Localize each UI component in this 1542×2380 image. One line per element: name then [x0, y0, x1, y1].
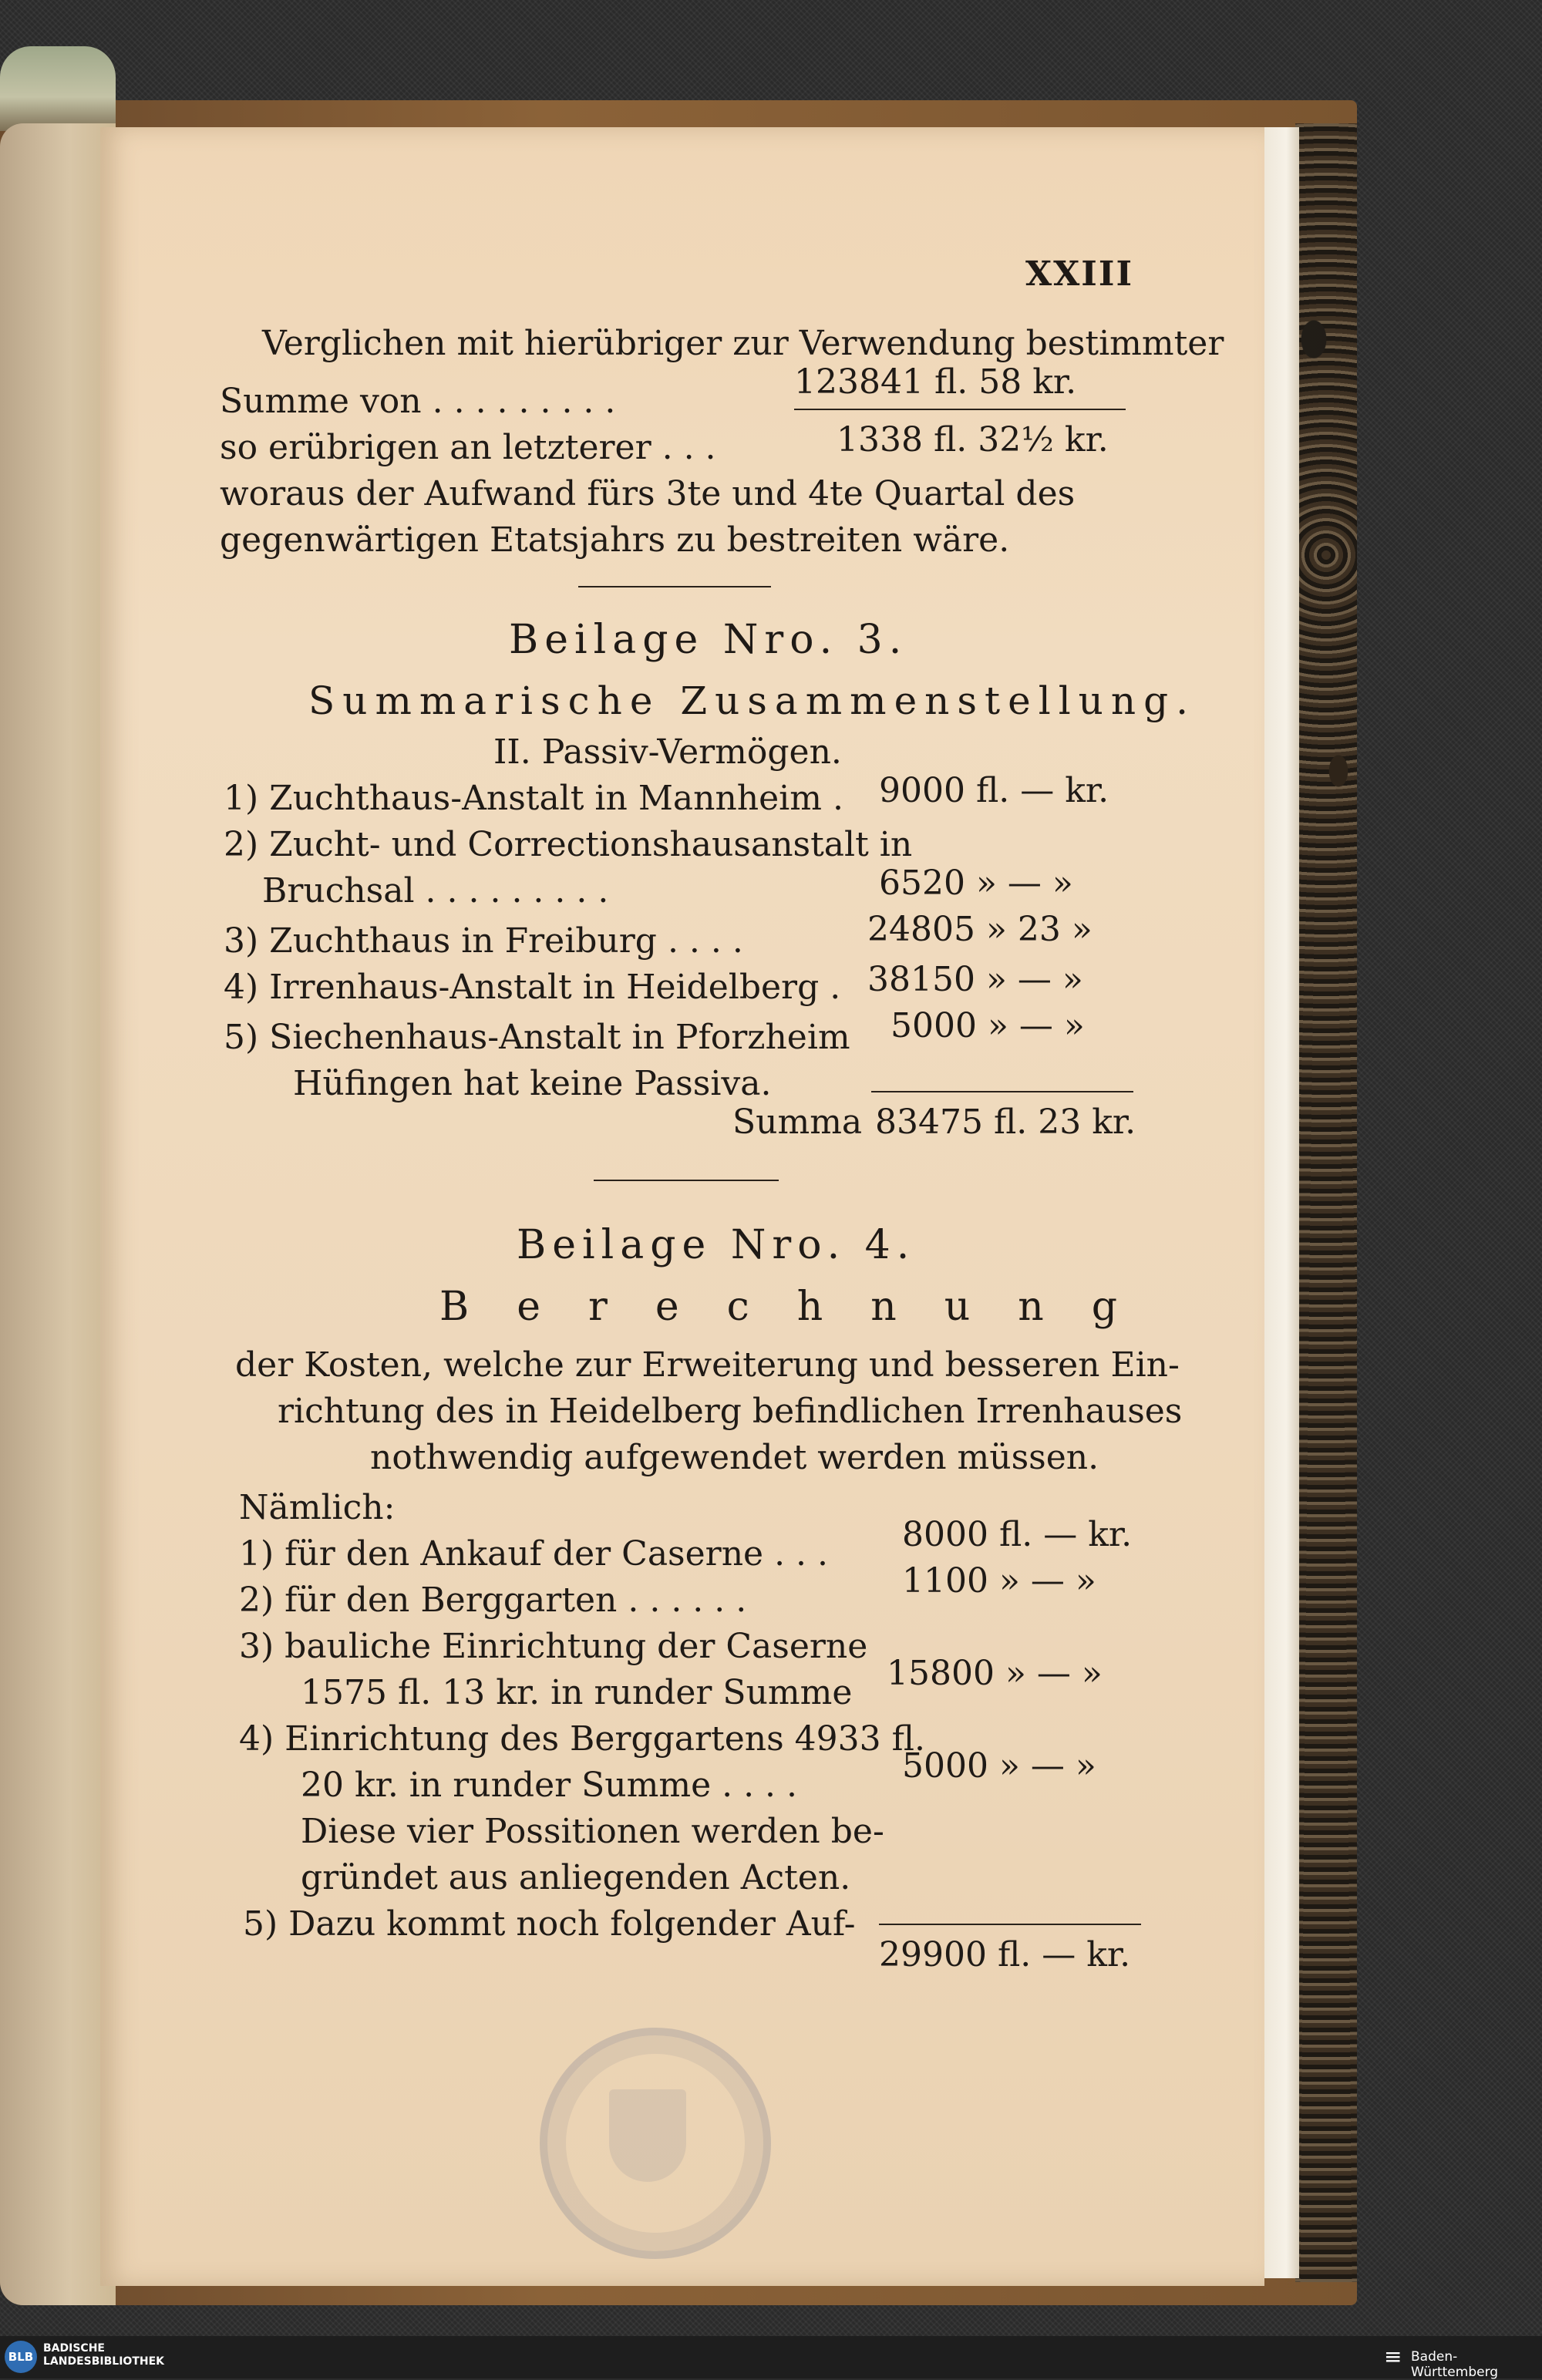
intro-line-4: woraus der Aufwand fürs 3te und 4te Quartal des: [220, 474, 1076, 513]
b4-item-1-amount: 8000 fl. — kr.: [902, 1515, 1133, 1554]
page-number: XXIII: [1025, 254, 1134, 294]
b4-item-7-label: Diese vier Possitionen werden be-: [301, 1812, 884, 1851]
b3-item-1-label: 1) Zuchthaus-Anstalt in Mannheim .: [224, 779, 843, 818]
intro-line-2-amount: 123841 fl. 58 kr.: [794, 362, 1077, 402]
beilage-4-desc-1: der Kosten, welche zur Erweiterung und besseren Ein-: [235, 1345, 1180, 1385]
b4-item-8-label: gründet aus anliegenden Acten.: [301, 1858, 851, 1897]
b4-item-4-amount: 15800 » — »: [887, 1654, 1103, 1693]
beilage-4-desc-3: nothwendig aufgewendet werden müssen.: [370, 1438, 1099, 1477]
b4-item-9-label: 5) Dazu kommt noch folgender Auf-: [243, 1904, 856, 1944]
marbled-cover: [1295, 123, 1357, 2282]
left-page-edge: [0, 123, 116, 2305]
b3-item-3-label: Bruchsal . . . . . . . . .: [262, 871, 609, 911]
b3-item-4-label: 3) Zuchthaus in Freiburg . . . .: [224, 921, 743, 961]
section-divider-2: [594, 1180, 779, 1181]
beilage-4-subtitle: Berechnung: [439, 1284, 1165, 1330]
beilage-3-section: II. Passiv-Vermögen.: [493, 732, 842, 772]
beilage-4-intro: Nämlich:: [239, 1488, 396, 1527]
b3-item-5-amount: 38150 » — »: [867, 960, 1083, 999]
b3-item-4-amount: 24805 » 23 »: [867, 910, 1093, 949]
blb-name-line-1: BADISCHE: [43, 2342, 105, 2355]
b3-item-6-amount: 5000 » — »: [891, 1006, 1085, 1045]
b4-item-5-label: 4) Einrichtung des Berggartens 4933 fl.: [239, 1719, 925, 1759]
b4-item-6-amount: 5000 » — »: [902, 1746, 1096, 1786]
beilage-3-subtitle: Summarische Zusammenstellung.: [308, 678, 1196, 723]
sum-rule-2: [871, 1091, 1133, 1092]
intro-line-3-label: so erübrigen an letzterer . . .: [220, 428, 716, 467]
b3-item-6-label: 5) Siechenhaus-Anstalt in Pforzheim: [224, 1018, 850, 1057]
book-spine-edge: [0, 46, 116, 131]
b4-item-4-label: 1575 fl. 13 kr. in runder Summe: [301, 1673, 853, 1712]
baden-wuerttemberg-logo-icon[interactable]: ≡: [1384, 2344, 1402, 2369]
section-divider-1: [578, 586, 771, 587]
footer-bar: [0, 2336, 1542, 2378]
baden-wuerttemberg-name[interactable]: Baden-Württemberg: [1411, 2349, 1499, 2380]
blb-name[interactable]: [43, 2342, 164, 2368]
b4-item-2-label: 2) für den Berggarten . . . . . .: [239, 1580, 747, 1620]
b3-item-5-label: 4) Irrenhaus-Anstalt in Heidelberg .: [224, 968, 841, 1007]
b3-item-2-label: 2) Zucht- und Correctionshausanstalt in: [224, 825, 913, 864]
blb-logo[interactable]: BLB: [5, 2341, 37, 2373]
beilage-3-title: Beilage Nro. 3.: [509, 617, 908, 663]
blb-name-line-2: LANDESBIBLIOTHEK: [43, 2355, 165, 2368]
beilage-4-total: 29900 fl. — kr.: [879, 1935, 1131, 1974]
beilage-3-note: Hüfingen hat keine Passiva.: [293, 1064, 772, 1103]
beilage-4-desc-2: richtung des in Heidelberg befindlichen Irrenhauses: [278, 1392, 1183, 1431]
beilage-3-sum-label: Summa: [732, 1102, 863, 1142]
stamp-crest: [609, 2089, 686, 2182]
sum-rule-1: [794, 409, 1126, 410]
intro-line-3-amount: 1338 fl. 32½ kr.: [837, 420, 1109, 460]
b4-item-6-label: 20 kr. in runder Summe . . . .: [301, 1766, 797, 1805]
b4-item-2-amount: 1100 » — »: [902, 1561, 1096, 1601]
intro-line-2-label: Summe von . . . . . . . . .: [220, 382, 616, 421]
beilage-4-title: Beilage Nro. 4.: [517, 1222, 916, 1268]
sum-rule-3: [879, 1924, 1141, 1925]
b3-item-1-amount: 9000 fl. — kr.: [879, 771, 1109, 810]
b4-item-3-label: 3) bauliche Einrichtung der Caserne: [239, 1627, 868, 1666]
intro-line-5: gegenwärtigen Etatsjahrs zu bestreiten wäre.: [220, 520, 1010, 560]
beilage-3-sum-amount: 83475 fl. 23 kr.: [875, 1102, 1136, 1142]
b3-item-3-amount: 6520 » — »: [879, 863, 1073, 903]
b4-item-1-label: 1) für den Ankauf der Caserne . . .: [239, 1534, 829, 1574]
intro-line-1: Verglichen mit hierübriger zur Verwendung bestimmter: [262, 324, 1224, 363]
